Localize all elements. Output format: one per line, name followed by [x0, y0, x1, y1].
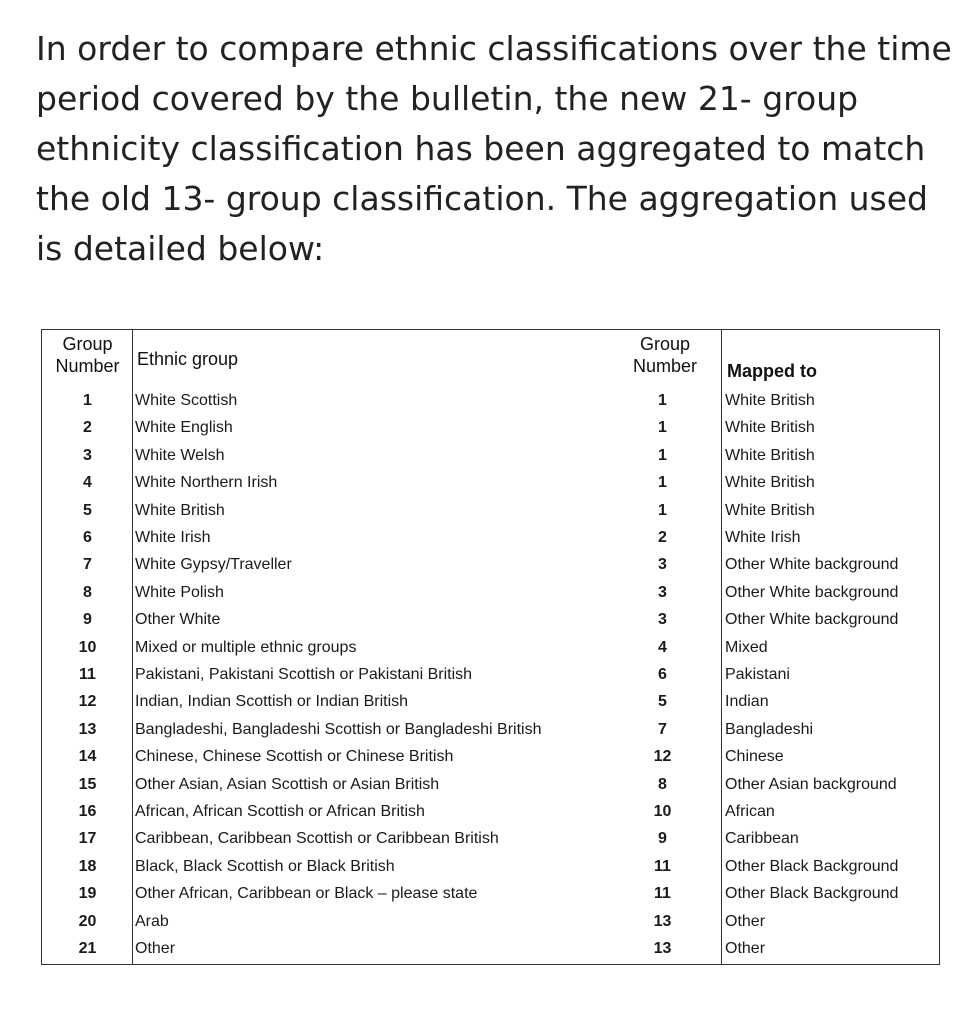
- old-group-number-cell: 7: [658, 720, 667, 738]
- group-number-cell: 19: [78, 885, 97, 903]
- group-number-cell: 4: [83, 474, 92, 492]
- old-group-number-cell: 2: [658, 529, 667, 546]
- ethnic-group-cell: Black, Black Scottish or Black British: [135, 857, 395, 875]
- header-group-number-left: [43, 333, 132, 377]
- group-number-cell: 2: [83, 419, 92, 437]
- mapped-to-cell: African: [725, 803, 775, 820]
- group-number-cell: 18: [78, 857, 97, 875]
- group-number-cell: 13: [78, 720, 97, 738]
- ethnic-group-cell: Other Asian, Asian Scottish or Asian British: [135, 775, 440, 793]
- mapped-to-cell: Bangladeshi: [725, 720, 814, 738]
- table-row: [42, 442, 938, 469]
- group-number-cell: 14: [78, 748, 97, 766]
- header-ethnic-group: Ethnic group: [137, 349, 239, 369]
- mapped-to-cell: Indian: [725, 693, 769, 711]
- table-row: [42, 688, 938, 715]
- ethnic-group-cell: White British: [135, 501, 225, 519]
- group-number-cell: 6: [83, 529, 92, 546]
- mapped-to-cell: Other White background: [725, 556, 899, 574]
- mapped-to-cell: White British: [725, 501, 815, 519]
- old-group-number-cell: 11: [654, 857, 671, 875]
- old-group-number-cell: 5: [658, 693, 667, 711]
- header-line: Group: [639, 334, 691, 354]
- ethnic-group-cell: White Scottish: [135, 392, 238, 409]
- mapped-to-cell: Caribbean: [725, 830, 799, 848]
- old-group-number-cell: 13: [653, 912, 672, 930]
- ethnic-group-cell: Chinese, Chinese Scottish or Chinese British: [135, 748, 454, 766]
- intro-paragraph: In order to compare ethnic classifications over the time period covered by the bulletin, the new 21- group ethnicity classification has been aggregated to match the old 13- group classification. The aggregation used is detailed below:: [36, 29, 952, 268]
- mapped-to-cell: Pakistani: [725, 666, 790, 683]
- ethnic-group-cell: Bangladeshi, Bangladeshi Scottish or Bangladeshi British: [135, 720, 542, 738]
- old-group-number-cell: 8: [658, 775, 667, 793]
- group-number-cell: 9: [83, 611, 92, 629]
- old-group-number-cell: 1: [658, 474, 667, 492]
- ethnic-group-cell: White Polish: [135, 583, 224, 601]
- header-group-number-right: [624, 333, 706, 377]
- mapped-to-cell: Chinese: [725, 748, 784, 766]
- mapped-to-cell: White British: [725, 419, 815, 437]
- ethnic-group-cell: African, African Scottish or African British: [135, 803, 425, 820]
- group-number-cell: 12: [78, 693, 97, 711]
- group-number-cell: 3: [83, 446, 92, 464]
- ethnic-group-cell: Arab: [135, 912, 169, 930]
- group-number-cell: 17: [78, 830, 97, 848]
- old-group-number-cell: 13: [653, 940, 672, 957]
- table-row: [42, 579, 938, 606]
- table-row: [42, 606, 938, 633]
- ethnicity-mapping-table: [41, 329, 940, 965]
- ethnic-group-cell: Indian, Indian Scottish or Indian British: [135, 693, 409, 711]
- table-row: [42, 880, 938, 907]
- group-number-cell: 10: [78, 638, 97, 656]
- header-line: Number: [632, 356, 698, 376]
- mapped-to-cell: White Irish: [725, 529, 801, 546]
- table-row: [42, 469, 938, 496]
- mapped-to-cell: Mixed: [725, 638, 768, 656]
- ethnic-group-cell: Mixed or multiple ethnic groups: [135, 638, 357, 656]
- group-number-cell: 21: [78, 940, 97, 957]
- group-number-cell: 15: [78, 775, 97, 793]
- ethnic-group-cell: White English: [135, 419, 233, 437]
- table-row: [42, 414, 938, 441]
- old-group-number-cell: 9: [658, 830, 667, 848]
- old-group-number-cell: 3: [658, 611, 667, 629]
- ethnic-group-cell: White Irish: [135, 529, 211, 546]
- table-row: [42, 853, 938, 880]
- group-number-cell: 8: [83, 583, 92, 601]
- old-group-number-cell: 6: [658, 666, 667, 683]
- group-number-cell: 7: [83, 556, 92, 574]
- ethnic-group-cell: White Welsh: [135, 446, 225, 464]
- group-number-cell: 5: [83, 501, 92, 519]
- mapped-to-cell: Other White background: [725, 611, 899, 629]
- group-number-cell: 1: [83, 392, 92, 409]
- old-group-number-cell: 1: [658, 392, 667, 409]
- header-line: Number: [55, 356, 120, 376]
- table-row: [42, 771, 938, 798]
- table-row: [42, 743, 938, 770]
- mapped-to-cell: White British: [725, 392, 815, 409]
- table-row: [42, 935, 938, 962]
- mapped-to-cell: White British: [725, 474, 815, 492]
- old-group-number-cell: 1: [658, 419, 667, 437]
- mapped-to-cell: Other White background: [725, 583, 899, 601]
- mapped-to-cell: Other Black Background: [725, 885, 899, 903]
- old-group-number-cell: 1: [658, 446, 667, 464]
- header-line: Group: [62, 334, 113, 354]
- ethnic-group-cell: Pakistani, Pakistani Scottish or Pakistani British: [135, 666, 473, 683]
- old-group-number-cell: 10: [653, 803, 672, 820]
- ethnic-group-cell: Other White: [135, 611, 221, 629]
- ethnic-group-cell: Caribbean, Caribbean Scottish or Caribbean British: [135, 830, 499, 848]
- old-group-number-cell: 1: [658, 501, 667, 519]
- group-number-cell: 11: [79, 666, 96, 683]
- mapped-to-cell: White British: [725, 446, 815, 464]
- old-group-number-cell: 3: [658, 556, 667, 574]
- ethnic-group-cell: White Gypsy/Traveller: [135, 556, 292, 574]
- ethnic-group-cell: Other African, Caribbean or Black – please state: [135, 885, 478, 903]
- mapped-to-cell: Other: [725, 940, 766, 957]
- table-row: [42, 798, 938, 825]
- mapped-to-cell: Other Black Background: [725, 857, 899, 875]
- table-row: [42, 551, 938, 578]
- old-group-number-cell: 4: [658, 638, 667, 656]
- table-row: [42, 497, 938, 524]
- old-group-number-cell: 3: [658, 583, 667, 601]
- old-group-number-cell: 12: [653, 748, 672, 766]
- table-row: [42, 661, 938, 688]
- table-row: [42, 524, 938, 551]
- table-row: [42, 634, 938, 661]
- table-row: [42, 825, 938, 852]
- table-row: [42, 387, 938, 414]
- mapped-to-cell: Other Asian background: [725, 775, 897, 793]
- group-number-cell: 20: [78, 912, 97, 930]
- table-row: [42, 908, 938, 935]
- table-row: [42, 716, 938, 743]
- header-mapped-to: Mapped to: [727, 361, 817, 381]
- old-group-number-cell: 11: [654, 885, 671, 903]
- group-number-cell: 16: [78, 803, 97, 820]
- ethnic-group-cell: White Northern Irish: [135, 474, 278, 492]
- ethnic-group-cell: Other: [135, 940, 176, 957]
- mapped-to-cell: Other: [725, 912, 766, 930]
